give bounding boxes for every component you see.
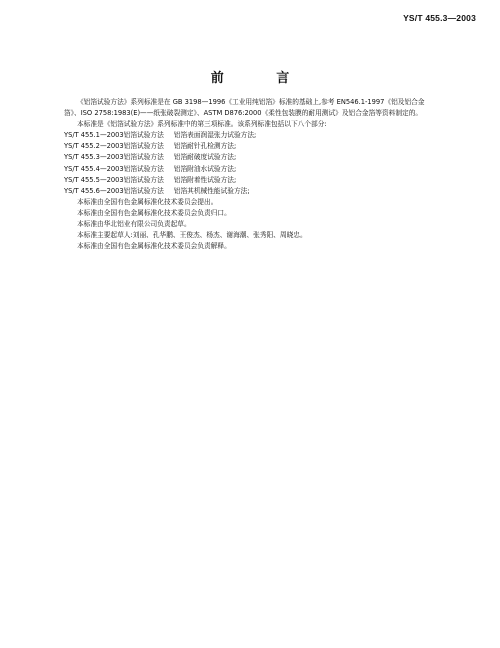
- drafters-paragraph: 本标准主要起草人:刘丽、孔华鹏、王俊杰、杨杰、谢海潮、张秀阳、周晓忠。: [77, 231, 307, 240]
- part-code: YS/T 455.2—2003: [64, 142, 124, 151]
- part-name: 铝箔试验方法: [123, 142, 164, 151]
- part-code: YS/T 455.3—2003: [64, 153, 124, 162]
- part-code: YS/T 455.5—2003: [64, 175, 124, 184]
- part-title: 铝箔耐针孔检测方法;: [173, 142, 237, 151]
- part-title: 铝箔附油水试验方法;: [173, 164, 237, 173]
- list-item: [64, 130, 436, 141]
- part-code: YS/T 455.6—2003: [64, 186, 124, 195]
- parts-list: [64, 130, 436, 197]
- part-name: 铝箔试验方法: [123, 175, 164, 184]
- interpretation-paragraph: 本标准由全国有色金属标准化技术委员会负责解释。: [77, 242, 231, 251]
- part-name: 铝箔试验方法: [123, 164, 164, 173]
- parts-intro-paragraph: 本标准是《铝箔试验方法》系列标准中的第三项标准。该系列标准包括以下八个部分:: [77, 120, 327, 129]
- standard-code: YS/T 455.3—2003: [403, 13, 476, 23]
- part-title: 铝箔其机械性能试验方法;: [173, 186, 250, 195]
- list-item: [64, 152, 436, 163]
- proposer-paragraph: 本标准由全国有色金属标准化技术委员会提出。: [77, 197, 218, 206]
- part-name: 铝箔试验方法: [123, 186, 164, 195]
- drafter-org-paragraph: 本标准由华北铝业有限公司负责起草。: [77, 220, 191, 229]
- page-title: 前 言: [210, 71, 314, 86]
- part-name: 铝箔试验方法: [123, 131, 164, 140]
- list-item: [64, 164, 436, 175]
- list-item: [64, 175, 436, 186]
- part-title: 铝箔耐破度试验方法;: [173, 153, 237, 162]
- part-name: 铝箔试验方法: [123, 153, 164, 162]
- foreword-body: [64, 97, 436, 252]
- part-title: 铝箔表面润湿张力试验方法;: [173, 131, 257, 140]
- list-item: [64, 186, 436, 197]
- list-item: [64, 141, 436, 152]
- part-code: YS/T 455.4—2003: [64, 164, 124, 173]
- intro-paragraph: 《铝箔试验方法》系列标准是在 GB 3198—1996《工业用纯铝箔》标准的基础上,参考 EN546.1-1997《铝及铝合金箔》、ISO 2758:1983(E)——纸张破裂测定》、ASTM D876:2000《柔性包装膜的耐用测试》及铝合金箔等资料制定的。: [64, 98, 425, 118]
- part-code: YS/T 455.1—2003: [64, 131, 124, 140]
- part-title: 铝箔附着性试验方法;: [173, 175, 237, 184]
- responsible-paragraph: 本标准由全国有色金属标准化技术委员会负责归口。: [77, 208, 231, 217]
